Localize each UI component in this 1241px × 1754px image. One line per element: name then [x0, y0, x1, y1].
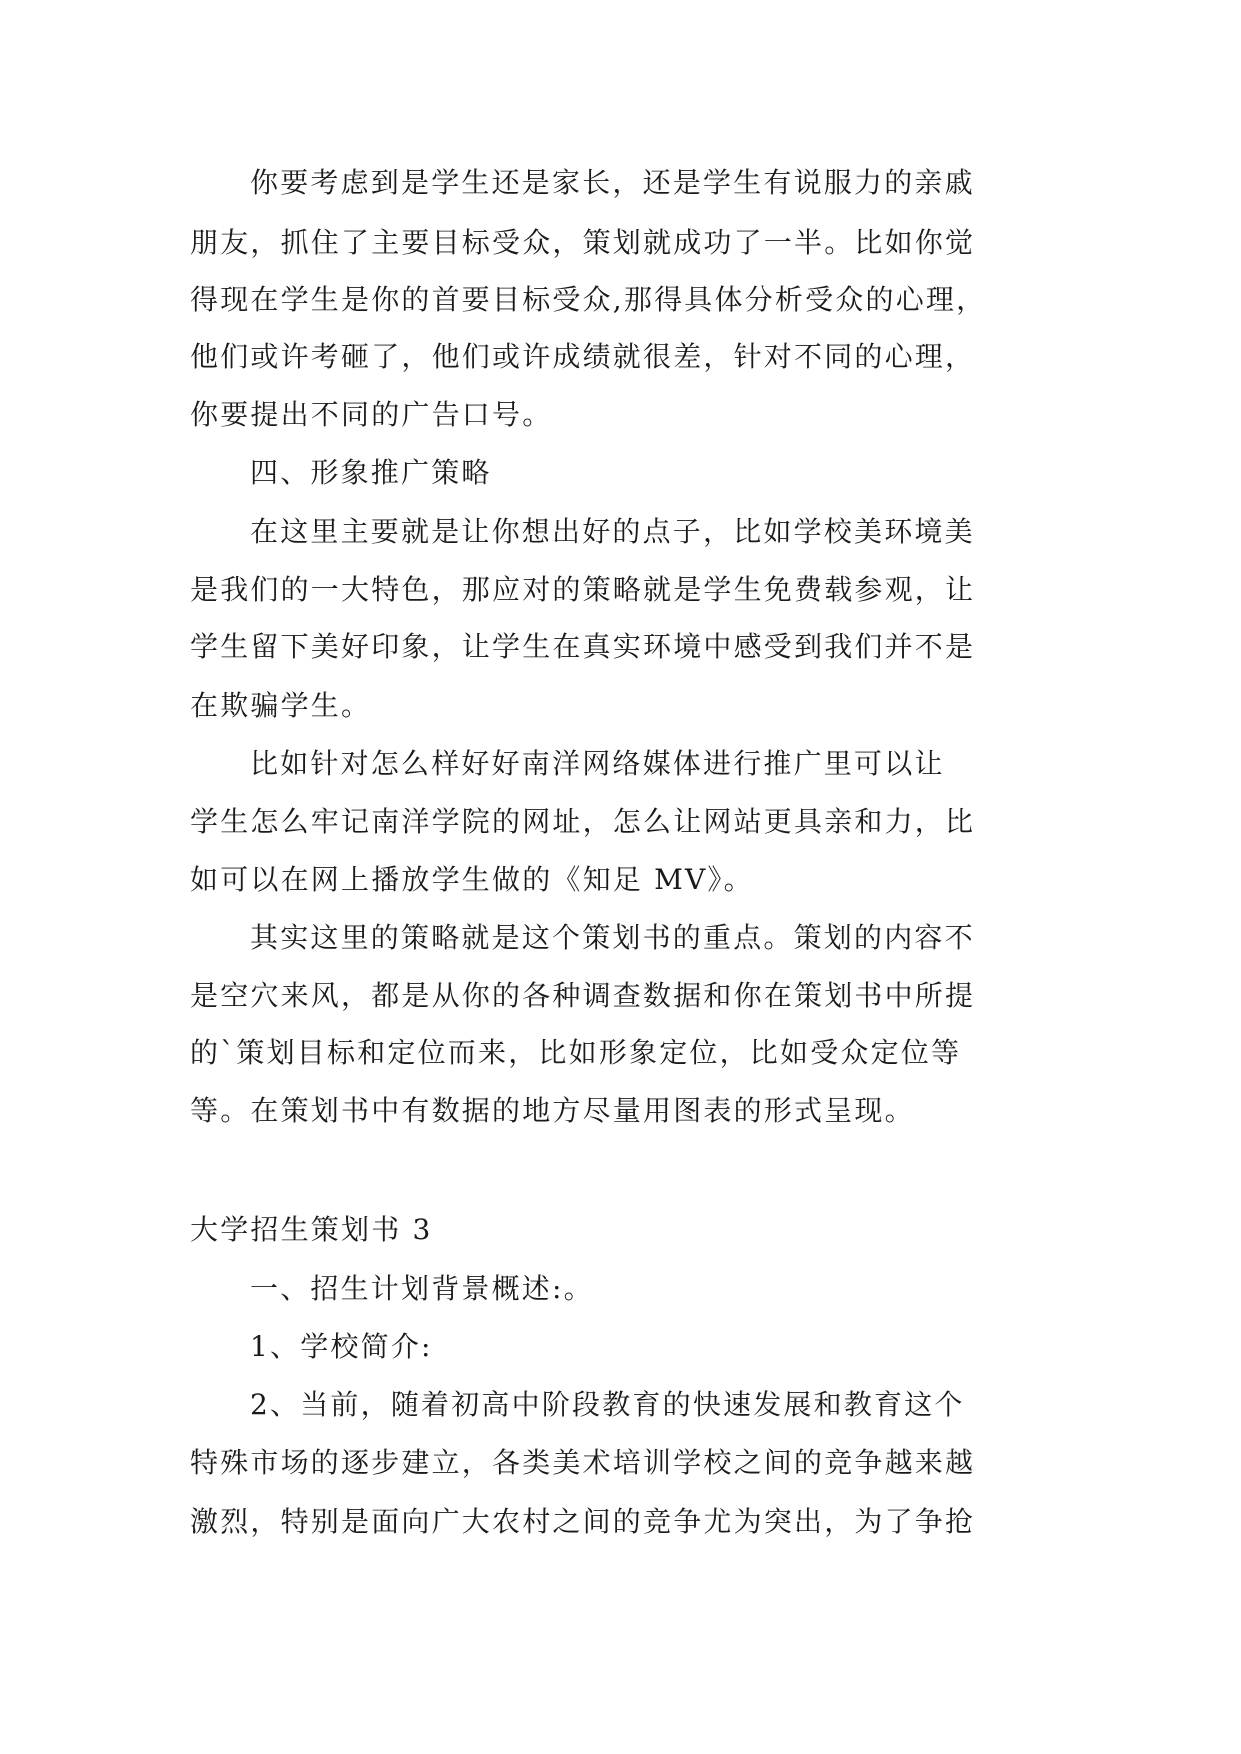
- paragraph-line: 特殊市场的逐步建立，各类美术培训学校之间的竞争越来越: [190, 1446, 976, 1479]
- paragraph-line: 是我们的一大特色，那应对的策略就是学生免费载参观，让: [190, 573, 976, 606]
- paragraph-line: 是空穴来风，都是从你的各种调查数据和你在策划书中所提: [190, 979, 976, 1012]
- paragraph-line: 你要提出不同的广告口号。: [190, 398, 553, 431]
- paragraph-line: 你要考虑到是学生还是家长，还是学生有说服力的亲戚: [250, 166, 975, 199]
- paragraph-line: 如可以在网上播放学生做的《知足 MV》。: [190, 863, 754, 896]
- section-heading: 1、学校简介:: [250, 1330, 433, 1363]
- paragraph-line: 学生留下美好印象，让学生在真实环境中感受到我们并不是: [190, 630, 976, 663]
- paragraph-line: 他们或许考砸了，他们或许成绩就很差，针对不同的心理，: [190, 340, 976, 373]
- paragraph-line: 得现在学生是你的首要目标受众,那得具体分析受众的心理，: [190, 283, 987, 316]
- paragraph-line: 等。在策划书中有数据的地方尽量用图表的形式呈现。: [190, 1094, 915, 1127]
- paragraph-line: 比如针对怎么样好好南洋网络媒体进行推广里可以让: [250, 747, 945, 780]
- paragraph-line: 在这里主要就是让你想出好的点子，比如学校美环境美: [250, 515, 975, 548]
- section-heading: 一、招生计划背景概述:。: [250, 1272, 594, 1305]
- paragraph-line: 朋友，抓住了主要目标受众，策划就成功了一半。比如你觉: [190, 226, 976, 259]
- paragraph-line: 的`策划目标和定位而来，比如形象定位，比如受众定位等: [190, 1036, 962, 1069]
- paragraph-line: 在欺骗学生。: [190, 689, 372, 722]
- paragraph-line: 2、当前，随着初高中阶段教育的快速发展和教育这个: [250, 1388, 965, 1421]
- paragraph-line: 激烈，特别是面向广大农村之间的竞争尤为突出，为了争抢: [190, 1505, 976, 1538]
- section-heading: 四、形象推广策略: [250, 456, 492, 489]
- document-title: 大学招生策划书 3: [190, 1213, 433, 1246]
- paragraph-line: 其实这里的策略就是这个策划书的重点。策划的内容不: [250, 921, 975, 954]
- paragraph-line: 学生怎么牢记南洋学院的网址，怎么让网站更具亲和力，比: [190, 805, 976, 838]
